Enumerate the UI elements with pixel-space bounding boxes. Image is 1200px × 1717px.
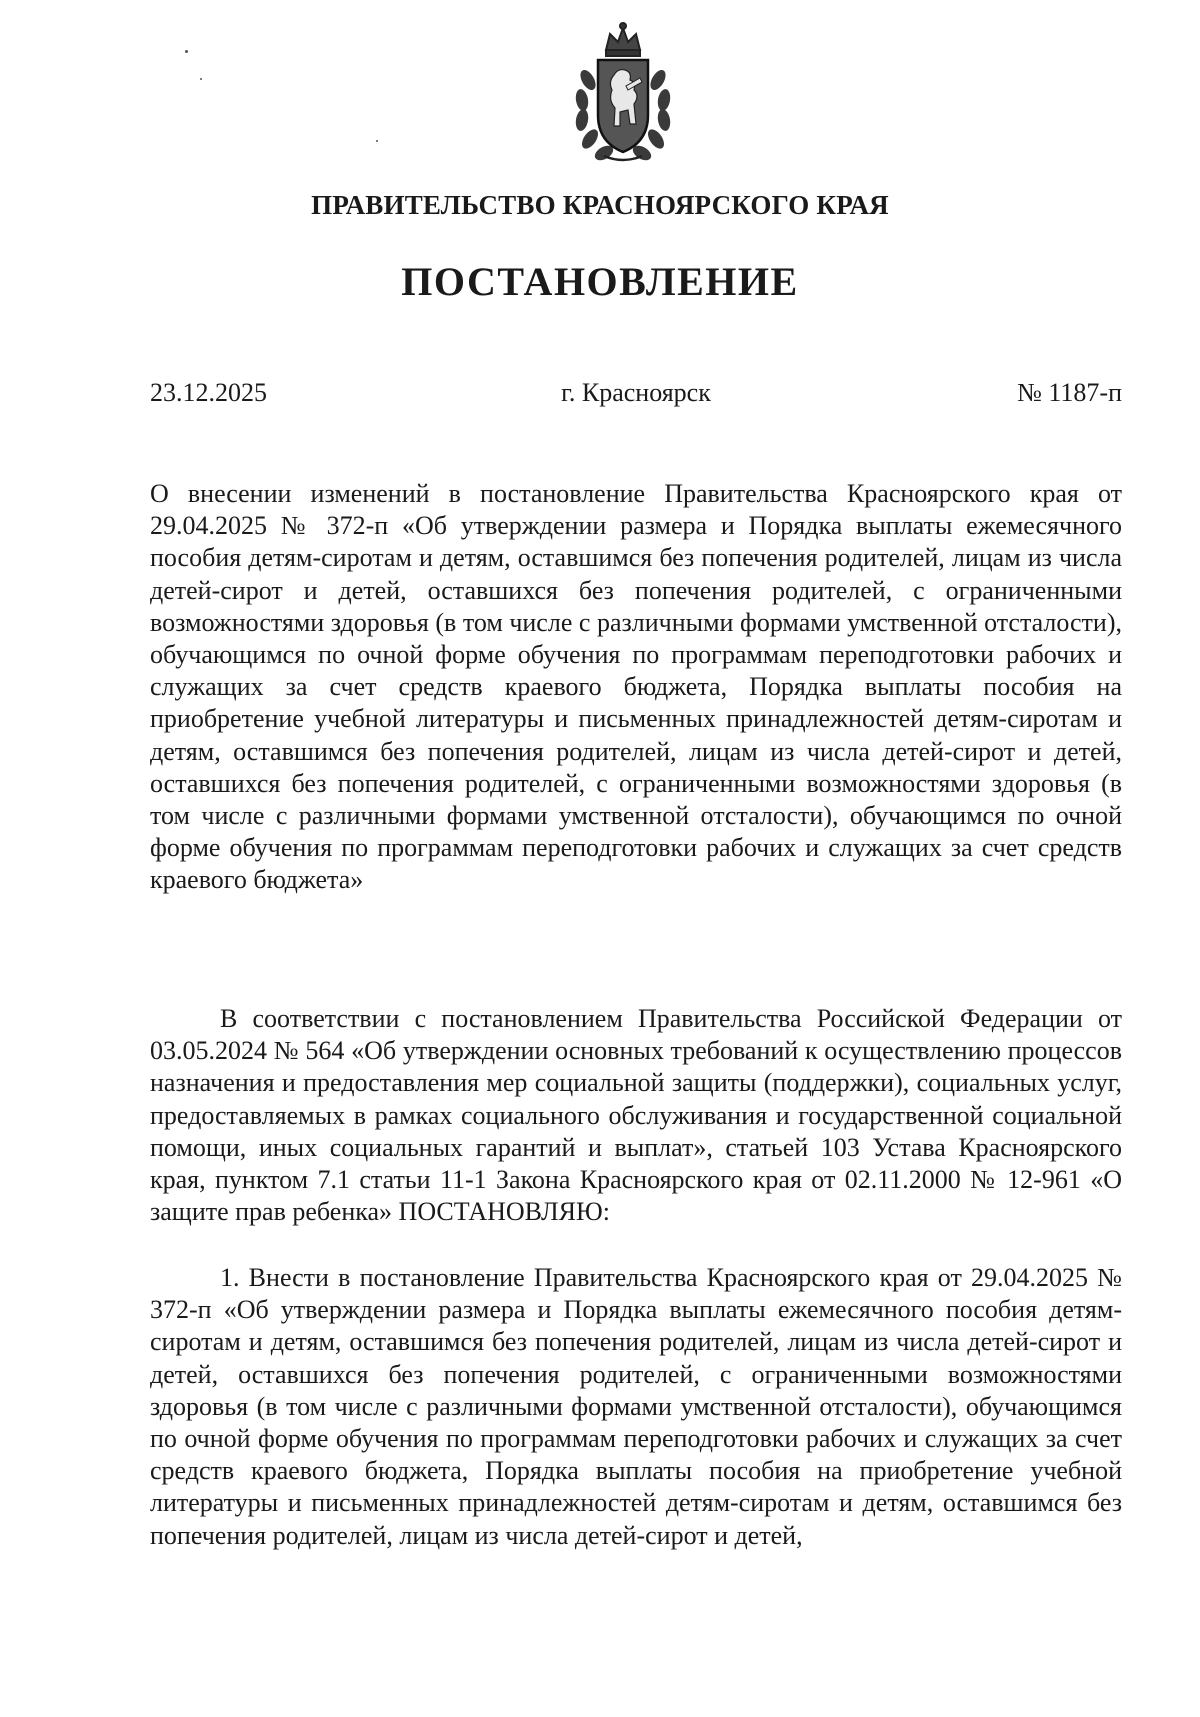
document-number: № 1187-п (1017, 378, 1122, 407)
krasnoyarsk-coat-of-arms-icon (568, 20, 678, 166)
scan-speck (200, 78, 202, 80)
organization-name: ПРАВИТЕЛЬСТВО КРАСНОЯРСКОГО КРАЯ (311, 190, 889, 220)
scan-speck (185, 50, 188, 53)
scan-speck (376, 140, 378, 142)
document-title: О внесении изменений в постановление Правительства Красноярского края от 29.04.2025 № 372-п «Об утверждении размера и Порядка выплаты ежемесячного пособия детям-сиротам и детям, оставшимся без попечения родителей, лицам из числа детей-сирот и детей, оставшихся без попечения родителей, с ограниченными возможностями здоровья (в том числе с различными формами умственной отсталости), обучающимся по очной форме обучения по программам переподготовки рабочих и служащих за счет средств краевого бюджета, Порядка выплаты пособия на приобретение учебной литературы и письменных принадлежностей детям-сиротам и детям, оставшимся без попечения родителей, лицам из числа детей-сирот и детей, оставшихся без попечения родителей, с ограниченными возможностями здоровья (в том числе с различными формами умственной отсталости), обучающимся по очной форме обучения по программам переподготовки рабочих и служащих за счет средств краевого бюджета» (150, 479, 1122, 895)
document-type-heading: ПОСТАНОВЛЕНИЕ (401, 259, 799, 304)
document-city: г. Красноярск (561, 378, 711, 407)
document-date: 23.12.2025 (150, 378, 267, 407)
item-1-paragraph: 1. Внести в постановление Правительства Красноярского края от 29.04.2025 № 372-п «Об утверждении размера и Порядка выплаты ежемесячного пособия детям-сиротам и детям, оставшимся без попечения родителей, лицам из числа детей-сирот и детей, оставшихся без попечения родителей, с ограниченными возможностями здоровья (в том числе с различными формами умственной отсталости), обучающимся по очной форме обучения по программам переподготовки рабочих и служащих за счет средств краевого бюджета, Порядка выплаты пособия на приобретение учебной литературы и письменных принадлежностей детям-сиротам и детям, оставшимся без попечения родителей, лицам из числа детей-сирот и детей, (150, 1263, 1122, 1550)
preamble-paragraph: В соответствии с постановлением Правительства Российской Федерации от 03.05.2024 № 564 «Об утверждении основных требований к осуществлению процессов назначения и предоставления мер социальной защиты (поддержки), социальных услуг, предоставляемых в рамках социального обслуживания и государственной социальной помощи, иных социальных гарантий и выплат», статьей 103 Устава Красноярского края, пунктом 7.1 статьи 11-1 Закона Красноярского края от 02.11.2000 № 12-961 «О защите прав ребенка» ПОСТАНОВЛЯЮ: (150, 1004, 1122, 1227)
document-meta-row (150, 378, 1122, 412)
